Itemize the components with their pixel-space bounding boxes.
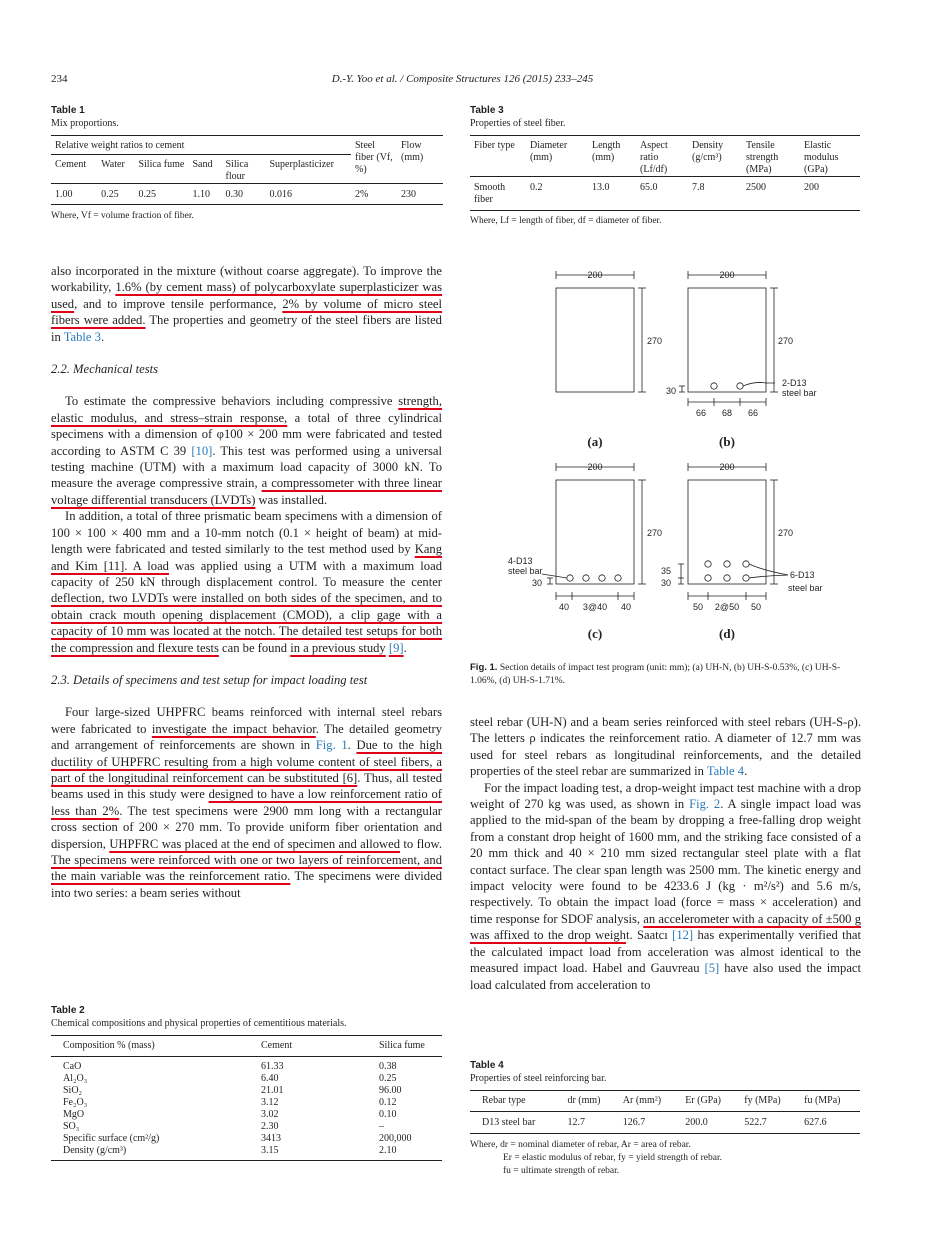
table4-title: Properties of steel reinforcing bar.: [470, 1073, 607, 1084]
figure-caption: [470, 661, 862, 688]
table3-cell: 13.0: [592, 182, 610, 193]
table2-cell: 0.10: [379, 1109, 397, 1120]
dim-label: 200: [587, 270, 603, 280]
table2-cell: Fe₂O₃: [63, 1097, 88, 1108]
table3: [470, 135, 860, 226]
paragraph: also incorporated in the mixture (without coarse aggregate). To improve the workability, 1.6% (by cement mass) of polycarboxylate superplasticizer was used, and to improve tensile performance, 2% by volume of micro steel fibers were added. The properties and geometry of the steel fibers are listed in Table 3.: [51, 264, 442, 344]
dim-label: 200: [587, 462, 603, 472]
table2-title: Chemical compositions and physical properties of cementitious materials.: [51, 1018, 347, 1029]
table3-cell: 0.2: [530, 182, 543, 193]
section-b-outline: [688, 288, 766, 392]
table1-col: Silica flour: [225, 159, 249, 182]
table2-cell: 3.15: [261, 1145, 279, 1156]
table1-cell: 1.00: [55, 189, 73, 200]
bar-label: 4-D13: [508, 556, 533, 566]
dim-label: 50: [692, 602, 704, 612]
paragraph: steel rebar (UH-N) and a beam series reinforced with steel rebars (UH-S-ρ). The letters ρ indicates the reinforcement ratio. A diameter of 12.7 mm was used for steel rebars as longitudinal reinforcements, and the detailed properties of the steel rebar are summarized in Table 4.: [470, 715, 861, 779]
table2-cell: 6.40: [261, 1073, 279, 1084]
rebar: [724, 561, 730, 567]
table2-label: Table 2: [51, 1005, 85, 1016]
section-d-outline: [688, 480, 766, 584]
table1-cell: 1.10: [192, 189, 210, 200]
table3-title: Properties of steel fiber.: [470, 118, 566, 129]
table2-caption: [51, 1004, 443, 1030]
dim-label: 66: [747, 408, 759, 418]
section-heading: 2.2. Mechanical tests: [51, 362, 159, 377]
subfigure-label: (c): [587, 626, 603, 641]
table4-note-line: Where, dr = nominal diameter of rebar, Ar = area of rebar.: [470, 1140, 691, 1150]
table-row: [51, 1133, 442, 1145]
rebar: [737, 383, 743, 389]
table-row: [51, 1145, 442, 1157]
subfigure-label: (a): [587, 434, 603, 449]
table1-label: Table 1: [51, 105, 85, 116]
table1-col: Superplasticizer: [269, 159, 334, 170]
table3-caption: [470, 104, 862, 130]
figure-caption-text: Section details of impact test program (unit: mm); (a) UH-N, (b) UH-S-0.53%, (c) UH-S-1.06%, (d) UH-S-1.71%.: [470, 663, 841, 686]
rebar: [705, 561, 711, 567]
table3-col: Length (mm): [592, 140, 621, 163]
table4-cell: 200.0: [685, 1117, 708, 1128]
table2-cell: –: [379, 1121, 384, 1132]
table2-cell: Density (g/cm³): [63, 1145, 127, 1156]
table3-cell: 200: [804, 182, 819, 193]
table3-col: Elastic modulus (GPa): [804, 140, 839, 175]
ref-link[interactable]: [9]: [388, 640, 404, 655]
section-a-outline: [556, 288, 634, 392]
table4-note-line: fu = ultimate strength of rebar.: [503, 1166, 620, 1176]
paragraph: For the impact loading test, a drop-weight impact test machine with a drop weight of 270 kg was used, as shown in Fig. 2. A single impact load was applied to the mid-span of the beam by dropping a free-falling drop weight from a constant drop height of 1600 mm, and the striking face consisted of a 20 mm thick and 40 × 210 mm sized rectangular steel plate with a flat contact surface. The clear span length was 2500 mm. The kinetic energy and impact velocity were found to be 4233.6 J (kg · m²/s²) and 5.6 m/s, respectively. To obtain the impact load (force = mass × acceleration) and time response for SDOF analysis, an accelerometer with a capacity of ±500 g was affixed to the drop weight. Saatcı [12] has experimentally verified that the calculated impact load from acceleration was almost identical to the measured impact load. Habel and Gauvreau [5] have also used the impact load calculated from acceleration to: [470, 780, 861, 992]
bar-label: 6-D13: [790, 570, 815, 580]
table2-cell: 0.25: [379, 1073, 397, 1084]
bar-label: steel bar: [782, 388, 817, 398]
bar-label: steel bar: [508, 566, 543, 576]
table4-cell: 627.6: [804, 1117, 827, 1128]
dim-label: 35: [661, 566, 672, 576]
table2-col: Composition % (mass): [63, 1040, 155, 1051]
rebar: [743, 561, 749, 567]
table2-cell: 0.12: [379, 1097, 397, 1108]
dim-label: 30: [532, 578, 543, 588]
table2: [51, 1035, 442, 1161]
dim-label: 200: [719, 270, 735, 280]
dim-label: 200: [719, 462, 735, 472]
dim-label: 68: [721, 408, 733, 418]
dim-label: 270: [647, 336, 663, 346]
table4-col: Rebar type: [482, 1095, 526, 1106]
table2-cell: Al₂O₃: [63, 1073, 88, 1084]
table-row: [470, 1112, 860, 1134]
table-row: [51, 1109, 442, 1121]
table4-col: dr (mm): [567, 1095, 601, 1106]
table2-cell: 2.10: [379, 1145, 397, 1156]
table-row: [470, 177, 860, 211]
table3-link[interactable]: Table 3: [63, 329, 101, 344]
rebar: [599, 575, 605, 581]
table1-col: Water: [101, 159, 125, 170]
table-row: [51, 1085, 442, 1097]
table3-col: Fiber type: [474, 140, 515, 151]
table1-col: Cement: [55, 159, 87, 170]
rebar: [615, 575, 621, 581]
dim-label: 66: [695, 408, 707, 418]
ref-link[interactable]: [5]: [704, 961, 720, 976]
table2-cell: 3.12: [261, 1097, 279, 1108]
table4-note-line: Er = elastic modulus of rebar, fy = yield strength of rebar.: [503, 1153, 723, 1163]
table3-cell: Smooth fiber: [474, 182, 506, 205]
rebar: [583, 575, 589, 581]
table1-cell: 230: [401, 189, 416, 200]
dim-label: 40: [558, 602, 570, 612]
table3-label: Table 3: [470, 105, 504, 116]
table-row: [51, 1057, 442, 1074]
table3-col: Tensile strength (MPa): [746, 140, 779, 175]
table1-caption: [51, 104, 443, 130]
table2-cell: 96.00: [379, 1085, 402, 1096]
subfigure-label: (d): [719, 626, 735, 641]
table3-cell: 65.0: [640, 182, 658, 193]
fig2-link[interactable]: Fig. 2: [689, 797, 721, 812]
table2-cell: 2.30: [261, 1121, 279, 1132]
table3-col: Density (g/cm³): [692, 140, 724, 163]
table4: [470, 1090, 860, 1178]
table4-col: Ar (mm²): [622, 1095, 662, 1106]
table-row: [51, 1097, 442, 1109]
table4-link[interactable]: Table 4: [706, 764, 745, 779]
table4-cell: D13 steel bar: [482, 1117, 536, 1128]
dim-label: 50: [750, 602, 762, 612]
dim-label: 40: [620, 602, 632, 612]
dim-label: 3@40: [582, 602, 608, 612]
paragraph: To estimate the compressive behaviors including compressive strength, elastic modulus, and stress–strain response, a total of three cylindrical specimens with a dimension of φ100 × 200 mm were fabricated and tested according to ASTM C 39 [10]. This test was performed using a universal testing machine (UTM) with a maximum load capacity of 3000 kN. To measure the average compressive strain, a compressometer with three linear voltage differential transducers (LVDTs) was installed.: [51, 394, 442, 507]
rebar: [567, 575, 573, 581]
dim-label: 30: [666, 386, 677, 396]
figure-1: [470, 262, 862, 657]
section-c-outline: [556, 480, 634, 584]
table1-steel-header: Steel fiber (Vf, %): [355, 140, 393, 175]
table-row: [51, 1121, 442, 1133]
table4-col: fy (MPa): [744, 1095, 781, 1106]
right-column-text: [470, 714, 861, 993]
left-column-text: [51, 263, 442, 901]
dim-label: 270: [778, 336, 794, 346]
table2-col: Cement: [261, 1040, 293, 1051]
table4-col: fu (MPa): [804, 1095, 841, 1106]
rebar: [705, 575, 711, 581]
table2-cell: MgO: [63, 1109, 85, 1120]
table2-cell: Specific surface (cm²/g): [63, 1133, 160, 1144]
table1-cell: 0.30: [225, 189, 243, 200]
table1-flow-header: Flow (mm): [401, 140, 424, 163]
running-header: D.-Y. Yoo et al. / Composite Structures 126 (2015) 233–245: [331, 73, 594, 85]
table4-caption: [470, 1059, 862, 1085]
table1-note: Where, Vf = volume fraction of fiber.: [51, 211, 194, 221]
table2-cell: CaO: [63, 1061, 82, 1072]
table2-cell: 61.33: [261, 1061, 284, 1072]
bar-label: steel bar: [788, 583, 823, 593]
ref-link[interactable]: [12]: [672, 928, 694, 943]
table2-cell: 3.02: [261, 1109, 279, 1120]
table4-label: Table 4: [470, 1060, 504, 1071]
table4-cell: 126.7: [622, 1117, 646, 1128]
table1-group-header: Relative weight ratios to cement: [55, 140, 185, 151]
figure-caption-label: Fig. 1.: [470, 662, 498, 673]
table1-col: Silica fume: [138, 159, 185, 170]
table2-cell: 200,000: [379, 1133, 412, 1144]
table4-col: Er (GPa): [685, 1095, 722, 1106]
table-row: [51, 184, 443, 205]
ref-link[interactable]: [10]: [191, 443, 213, 458]
section-heading: 2.3. Details of specimens and test setup for impact loading test: [51, 672, 368, 687]
rebar: [724, 575, 730, 581]
table3-cell: 2500: [746, 182, 766, 193]
table2-cell: 0.38: [379, 1061, 397, 1072]
dim-label: 270: [647, 528, 663, 538]
page-number: 234: [51, 73, 68, 85]
table1-cell: 0.25: [101, 189, 119, 200]
table2-cell: 21.01: [261, 1085, 284, 1096]
rebar: [711, 383, 717, 389]
dim-label: 270: [778, 528, 794, 538]
table1-cell: 2%: [355, 189, 369, 200]
table4-cell: 12.7: [567, 1117, 585, 1128]
table2-cell: SiO₂: [63, 1085, 83, 1096]
paragraph: In addition, a total of three prismatic beam specimens with a dimension of 100 × 100 × 400 mm and a 10-mm notch (0.1 × height of beam) at mid-length were fabricated and tested similarly to the test method used by Kang and Kim [11]. A load was applied using a UTM with a maximum load capacity of 250 kN through displacement control. To measure the center deflection, two LVDTs were installed on both sides of the specimen, and to obtain crack mouth opening displacement (CMOD), a clip gage with a capacity of 10 mm was located at the notch. The detailed test setups for both the compression and flexure tests can be found in a previous study [9].: [51, 509, 442, 655]
table1-title: Mix proportions.: [51, 118, 119, 129]
table1-cell: 0.25: [138, 189, 156, 200]
paragraph: Four large-sized UHPFRC beams reinforced with internal steel rebars were fabricated to investigate the impact behavior. The detailed geometry and arrangement of reinforcements are shown in Fig. 1. Due to the high ductility of UHPFRC resulting from a high volume content of steel fibers, a part of the longitudinal reinforcement can be substituted [6]. Thus, all tested beams used in this study were designed to have a low reinforcement ratio of less than 2%. The test specimens were 2900 mm long with a rectangular cross section of 200 × 270 mm. To provide uniform fiber orientation and dispersion, UHPFRC was placed at the end of specimen and allowed to flow. The specimens were reinforced with one or two layers of reinforcement, and the main variable was the reinforcement ratio. The specimens were divided into two series: a beam series without: [51, 705, 442, 900]
table4-note: [470, 1139, 860, 1178]
table3-col: Aspect ratio (Lf/df): [640, 140, 668, 175]
table3-col: Diameter (mm): [530, 140, 568, 163]
table1: [51, 135, 443, 221]
table-row: [51, 1073, 442, 1085]
dim-label: 30: [661, 578, 672, 588]
table3-cell: 7.8: [692, 182, 705, 193]
rebar: [743, 575, 749, 581]
table4-cell: 522.7: [744, 1117, 767, 1128]
table1-col: Sand: [192, 159, 213, 170]
table2-cell: SO₃: [63, 1121, 80, 1132]
fig1-link[interactable]: Fig. 1: [315, 738, 348, 753]
bar-label: 2-D13: [782, 378, 807, 388]
dim-label: 2@50: [714, 602, 740, 612]
table2-cell: 3413: [261, 1133, 281, 1144]
subfigure-label: (b): [719, 434, 735, 449]
table3-note: Where, Lf = length of fiber, df = diameter of fiber.: [470, 216, 662, 226]
table2-col: Silica fume: [379, 1040, 425, 1051]
table1-cell: 0.016: [269, 189, 292, 200]
